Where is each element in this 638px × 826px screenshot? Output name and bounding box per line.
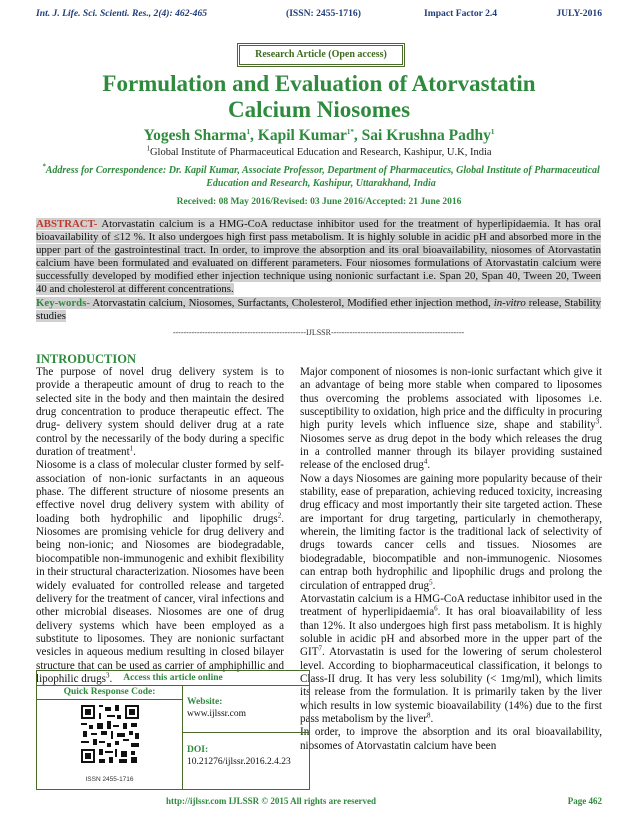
citation-sup: 3 [595,417,600,426]
qr-cell [37,686,183,789]
section-separator: --------------------------------------------------IJLSSR-------------------------------------------------- [172,328,465,337]
paragraph: In order, to improve the absorption and its oral bioavailability, niosomes of Atorvastatin calcium have been [300,726,602,752]
author-sup: 1 [490,127,495,136]
issn: (ISSN: 2455-1716) [286,8,361,19]
keywords-text-end: release, Stability studies [36,296,601,322]
author-name: Sai Krushna Padhy [361,127,491,144]
text-run: . [133,446,136,459]
doi-row [187,744,291,768]
paragraph [36,459,284,686]
website-link[interactable]: www.ijlssr.com [187,709,247,719]
web-cell [183,686,309,789]
footer-copyright: http://ijlssr.com IJLSSR © 2015 All rights are reserved [166,796,377,806]
journal-citation: Int. J. Life. Sci. Scienti. Res., 2(4): 462-465 [36,8,208,19]
keywords-label: Key-words- [36,296,90,309]
text-run: . [432,579,436,592]
text-run: . It has oral bioavailability of less than 12%. It also undergoes high first pass metabolism. It is highly soluble in acidic pH and absorbed more in the upper part of the GIT [300,606,602,659]
correspondence-text: Address for Correspondence: Dr. Kapil Kumar, Associate Professor, Department of Pharmaceutics, Global Institute of Pharmaceutical Education and Research, Kashipur, Uttarakhand, India [45,165,600,189]
website-label: Website: [187,697,223,707]
paragraph [300,473,602,593]
citation-sup: 2 [277,511,282,520]
text-run: . [430,712,434,725]
title-line-1: Formulation and Evaluation of Atorvastatin [102,71,536,96]
citation-sup: 4 [423,457,428,466]
paragraph [300,593,602,726]
running-header [36,8,602,22]
section-heading: INTRODUCTION [36,352,137,366]
author-name: Yogesh Sharma [143,127,247,144]
citation-sup: 8 [426,711,431,720]
submission-dates: Received: 08 May 2016/Revised: 03 June 2016/Accepted: 21 June 2016 [176,197,462,207]
text-run: . [427,459,431,472]
abstract-label: ABSTRACT- [36,218,98,230]
cell-divider [183,732,309,733]
citation-sup: 3 [105,671,110,680]
text-run: Atorvastatin calcium is a HMG-CoA reductase inhibitor used in the treatment of hyperlipidaemia [300,592,602,619]
abstract-text: Atorvastatin calcium is a HMG-CoA reductase inhibitor used for the treatment of hyperlipidaemia. It has oral bioavailability of ≤12 %. It also undergoes high first pass metabolism. It is highly soluble in acidic pH and absorbed more in the upper part of the gastrointestinal tract. In order, to improve the absorption and its oral bioavailability, niosomes of Atorvastatin calcium have been formulated and evaluated on different parameters. Four niosomes formulations of Atorvastatin calcium were successfully developed by modified ether injection technique using nonionic surfactant i.e. Span 20, Span 40, Tween 20, Tween 40 and cholesterol at different concentrations. [36,218,601,296]
author-name: Kapil Kumar [257,127,347,144]
keywords-text: Atorvastatin calcium, Niosomes, Surfactants, Cholesterol, Modified ether injection method, [89,296,494,309]
text-run: Now a days Niosomes are gaining more popularity because of their stability, ease of preparation, achieving reduced toxicity, increasing drug efficacy and most importantly their site targeted action. These are important for drug targeting, particularly in chemotherapy, wherein, the limiting factor is the traditional lack of selectivity of drugs towards cancer cells and tissues. Niosomes are biodegradable, biocompatible and non-immunogenic. Niosomes can entrap both hydrophilic and lipophilic drugs and prolong the circulation of entrapped drug [300,472,602,592]
access-title: Access this article online [37,671,309,686]
affiliation-sup: 1 [146,144,150,153]
affiliation [30,144,608,158]
text-run: . Niosomes are promising vehicle for drug delivery and being non-ionic; and Niosomes are biodegradable, biocompatible non-immunogenic and exhibit flexibility in their structural characterization. Niosomes have been widely evaluated for controlled release and targeted delivery for the treatment of cancer, viral infections and other microbial diseases. Niosomes are one of drug delivery systems which have been employed as a substitute to liposomes. They are nonionic surfactant vesicles in aqueous medium resulting in closed bilayer structure that can be used as carrier of amphiphillic and lipophilic drugs [36,512,284,685]
keywords-italic: in-vitro [493,296,526,309]
citation-sup: 1 [129,444,134,453]
right-column [300,366,602,753]
doi-link[interactable]: 10.21276/ijlssr.2016.2.4.23 [187,757,291,767]
text-run: . Atorvastatin is used for the lowering of serum cholesterol level. According to biopharmaceutical classification, it belongs to Class-II drug. It has very less solubility (< 1mg/ml), which limits its release from the formulation. It is primarily taken by the liver which results in low systemic bioavailability (14%) due to the first pass metabolism by the liver [300,646,602,725]
article-title [30,71,608,123]
issue-date: JULY-2016 [556,8,602,19]
keywords-highlight [36,297,601,322]
citation-sup: 5 [429,577,433,586]
qr-label: Quick Response Code: [37,686,182,700]
affiliation-text: Global Institute of Pharmaceutical Education and Research, Kashipur, U.K, India [149,147,492,158]
citation-sup: 6 [434,604,438,613]
article-type-badge: Research Article (Open access) [237,43,405,67]
qr-code-icon[interactable] [79,703,141,765]
access-online-box [36,670,310,790]
website-row [187,696,246,720]
paragraph [36,366,284,459]
text-run: Niosome is a class of molecular cluster formed by self-association of non-ionic surfactants in an aqueous phase. The different structure of niosome presents an effective novel drug delivery system with ability of loading both hydrophilic and lipophilic drugs [36,459,284,525]
paragraph [300,366,602,473]
text-run: . Niosomes serve as drug depot in the body which releases the drug in a controlled manner through its bilayer providing sustained release of the enclosed drug [300,419,602,472]
author-list: Yogesh Sharma$^1$, Kapil Kumar$^{1*}$, Sai Krushna Padhy$^1$ [143,127,495,144]
citation-sup: 7 [318,644,322,653]
text-run: The purpose of novel drug delivery system is to provide a therapeutic amount of drug to reach to the selected site in the body and then maintain the desired drug concentration to produce therapeutic effect. The drug- delivery system should deliver drug at a rate control by the necessarily of the body during a specific duration of treatment [36,366,284,459]
left-column [36,366,284,686]
author-sup: 1 [246,127,251,136]
correspondence [36,162,606,190]
abstract-block [36,218,601,323]
text-run: Major component of niosomes is non-ionic surfactant which give it an advantage of being more stable when compared to liposomes thus overcoming the problems associated with liposomes i.e. susceptibility to oxidation, high price and the difficulty in procuring high purity levels which influence size, shape and stability [300,366,602,432]
impact-factor: Impact Factor 2.4 [424,8,498,19]
abstract-highlight [36,218,601,295]
title-line-2: Calcium Niosomes [227,97,411,122]
author-sup: 1* [346,127,354,136]
text-run: . [109,672,113,685]
doi-label: DOI: [187,745,209,755]
page-number: Page 462 [567,796,602,806]
qr-issn: ISSN 2455-1716 [85,776,134,783]
page-footer [36,796,602,810]
correspondence-sup: * [42,162,46,171]
